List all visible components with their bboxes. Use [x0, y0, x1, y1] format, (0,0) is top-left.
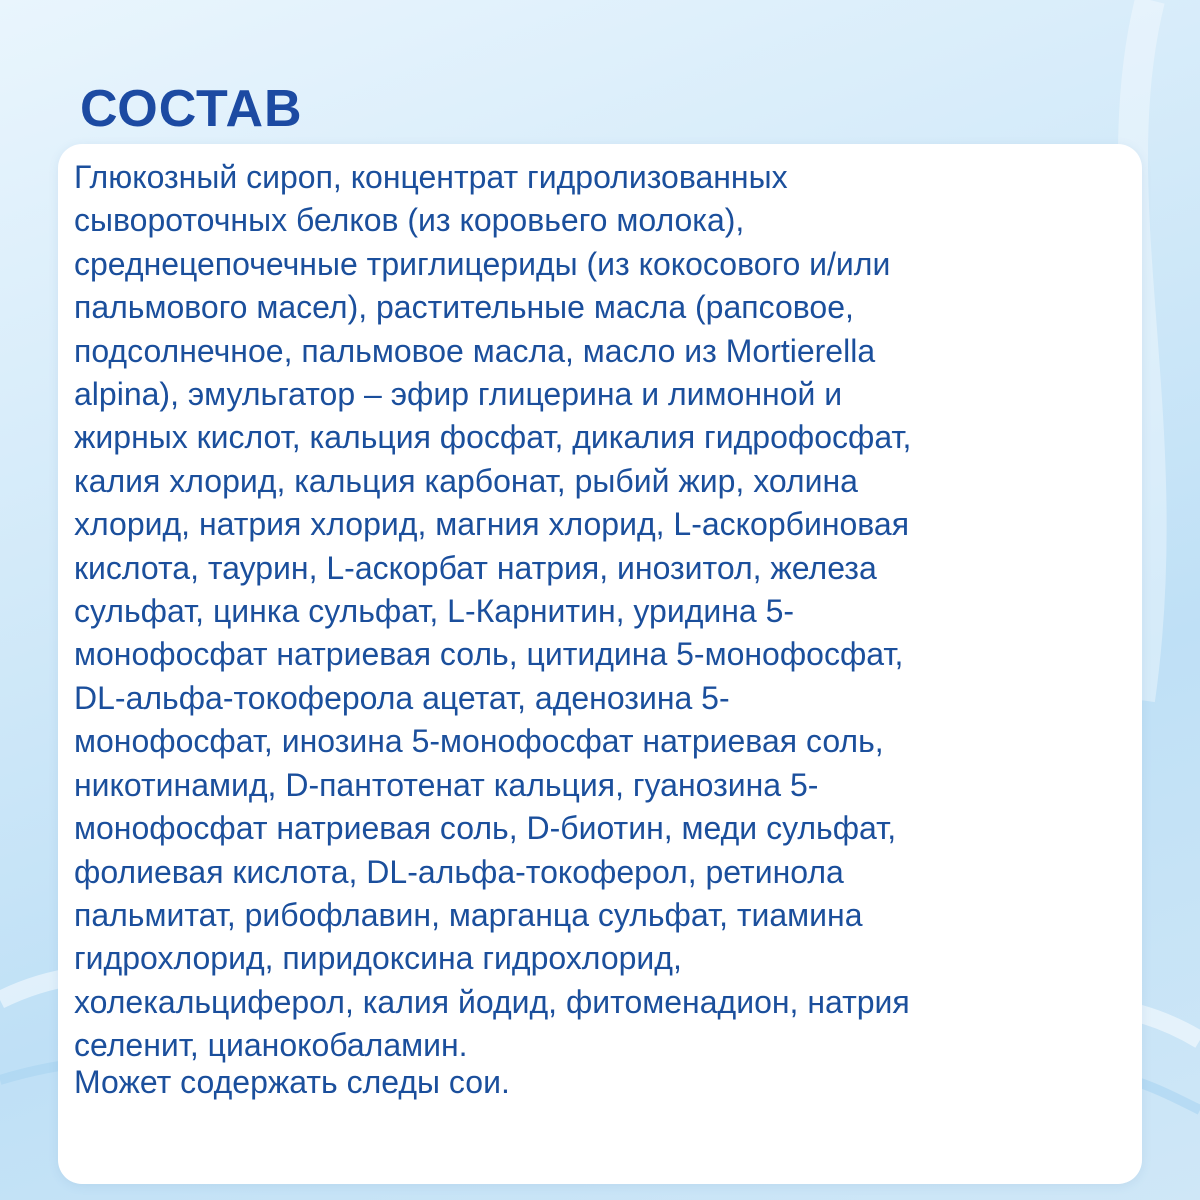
composition-card — [58, 144, 1142, 1184]
page-title: СОСТАВ — [80, 80, 303, 138]
composition-text: Глюкозный сироп, концентрат гидролизованных сывороточных белков (из коровьего молока), среднецепочечные триглицериды (из кокосового и/или пальмового масел), растительные масла (рапсовое, подсолнечное, пальмовое масла, масло из Mortierella alpina), эмульгатор – эфир глицерина и лимонной и жирных кислот, кальция фосфат, дикалия гидрофосфат, калия хлорид, кальция карбонат, рыбий жир, холина хлорид, натрия хлорид, магния хлорид, L-аскорбиновая кислота, таурин, L-аскорбат натрия, инозитол, железа сульфат, цинка сульфат, L-Карнитин, уридина 5- монофосфат натриевая соль, цитидина 5-монофосфат, DL-альфа-токоферола ацетат, аденозина 5- монофосфат, инозина 5-монофосфат натриевая соль, никотинамид, D-пантотенат кальция, гуанозина 5- монофосфат натриевая соль, D-биотин, меди сульфат, фолиевая кислота, DL-альфа-токоферол, ретинола пальмитат, рибофлавин, марганца сульфат, тиамина гидрохлорид, пиридоксина гидрохлорид, холекальциферол, калия йодид, фитоменадион, натрия селенит, цианокобаламин. — [74, 159, 912, 1064]
allergen-note: Может содержать следы сои. — [74, 1064, 510, 1100]
